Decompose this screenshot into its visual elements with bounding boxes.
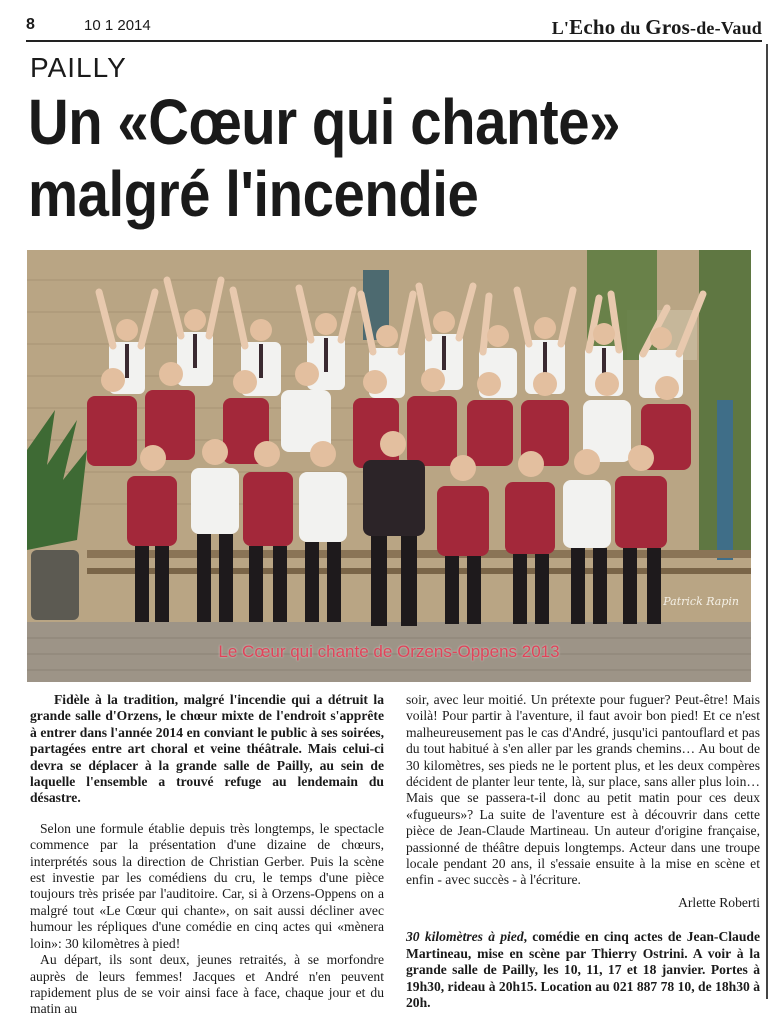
event-info-box bbox=[406, 929, 760, 1011]
article-paragraph: Selon une formule établie depuis très longtemps, le spectacle commence par la présentation d'une dizaine de chœurs, interprétés sous la direction de Christian Gerber. Puis la scène est investie par les comédiens du cru, le temps d'une pièce toujours très prisée par l'auditoire. Car, si à Orzens-Oppens on a malgré tout «Le Cœur qui chante», on sait aussi décliner avec humour les répliques d'une comédie en cinq actes qui «mènera loin»: 30 kilomètres à pied! bbox=[30, 820, 384, 951]
article-kicker: PAILLY bbox=[30, 52, 127, 83]
article-paragraph: Au départ, ils sont deux, jeunes retraités, à se morfondre auprès de leurs femmes! Jacques et André n'en peuvent rapidement plus de se voir ainsi face à face, chaque jour et du matin au bbox=[30, 952, 384, 1017]
photo-caption: Le Cœur qui chante de Orzens-Oppens 2013 bbox=[218, 642, 560, 661]
issue-date: 10 1 2014 bbox=[84, 17, 151, 34]
event-details: , comédie en cinq actes de Jean-Claude Martineau, mise en scène par Thierry Ostrini. A voir à la grande salle de Pailly, les 10, 11, 17 et 18 janvier. Portes à 19h30, rideau à 20h15. Location au 021 887 78 10, de 18h30 à 20h. bbox=[406, 929, 760, 1010]
photo-credit: Patrick Rapin bbox=[663, 595, 739, 608]
article-paragraph: soir, avec leur moitié. Un prétexte pour fuguer? Peut-être! Mais voilà! Pour partir à l'aventure, il faut avoir bon pied! Et ce n'est malheureusement pas le cas d'André, jusqu'ici pantouflard et pas du tout habitué à s'en aller par les grands chemins… Au bout de 30 kilomètres, ses pieds ne le portent plus, et les deux compères décident de planter leur tente, là, sur place, sans aller plus loin… Mais que se passera-t-il donc au petit matin pour ces deux «fugueurs»? La suite de l'aventure est à découvrir dans cette pièce de Jean-Claude Martineau. Un auteur d'origine française, passionné de théâtre depuis longtemps. Acteur dans une troupe locale pendant 20 ans, il s'essaie ensuite à la mise en scène et enfin - avec succès - à l'écriture. bbox=[406, 692, 760, 888]
article-headline bbox=[28, 86, 679, 230]
column-rule bbox=[766, 44, 768, 999]
masthead bbox=[26, 14, 762, 42]
page-number: 8 bbox=[26, 16, 35, 33]
headline-line-2: malgré l'incendie bbox=[28, 158, 479, 230]
choir-photo-illustration bbox=[27, 250, 751, 682]
choir-photo bbox=[27, 250, 751, 682]
article-column-right bbox=[406, 692, 760, 1011]
play-title: 30 kilomètres à pied bbox=[406, 929, 524, 945]
headline-line-1: Un «Cœur qui chante» bbox=[28, 86, 620, 158]
article-column-left bbox=[30, 692, 384, 1018]
article-lead: Fidèle à la tradition, malgré l'incendie qui a détruit la grande salle d'Orzens, le chœur mixte de l'endroit s'apprête à entrer dans l'année 2014 en conviant le public à ses soirées, partagées entre art choral et veine théâtrale. Mais celui-ci devra se déplacer à la grande salle de Pailly, au sein de laquelle l'ensemble a trouvé refuge au lendemain du désastre. bbox=[30, 692, 384, 806]
article-author: Arlette Roberti bbox=[678, 894, 760, 910]
newspaper-name: L'Echo du Gros-de-Vaud bbox=[551, 15, 762, 39]
